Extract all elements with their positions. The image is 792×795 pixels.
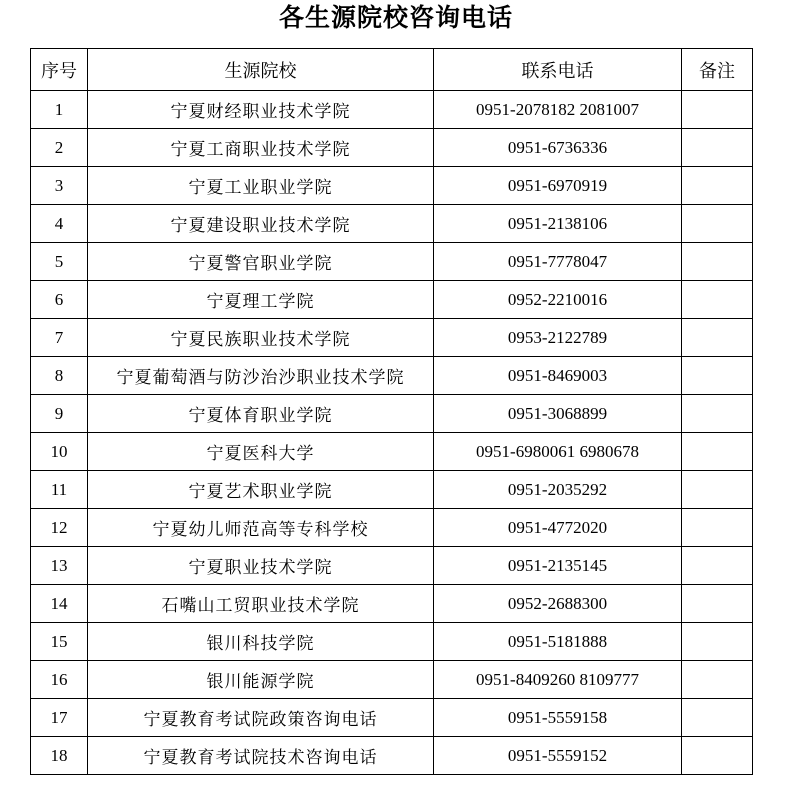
row-school-cell: 宁夏医科大学	[88, 433, 434, 471]
row-note-cell	[682, 661, 753, 699]
row-note-cell	[682, 433, 753, 471]
row-note-cell	[682, 547, 753, 585]
row-phone-cell: 0951-8409260 8109777	[434, 661, 682, 699]
row-index-cell: 14	[31, 585, 88, 623]
page-title: 各生源院校咨询电话	[278, 3, 513, 32]
table-row	[31, 357, 753, 395]
row-school-cell: 银川能源学院	[88, 661, 434, 699]
row-phone-cell: 0951-2078182 2081007	[434, 91, 682, 129]
row-note-cell	[682, 395, 753, 433]
row-school-cell: 宁夏理工学院	[88, 281, 434, 319]
row-note-cell	[682, 243, 753, 281]
header-note: 备注	[682, 49, 753, 91]
row-school-cell: 石嘴山工贸职业技术学院	[88, 585, 434, 623]
table-row	[31, 585, 753, 623]
row-index-cell: 1	[31, 91, 88, 129]
row-index-cell: 7	[31, 319, 88, 357]
row-index-cell: 9	[31, 395, 88, 433]
row-school-cell: 银川科技学院	[88, 623, 434, 661]
table-row	[31, 623, 753, 661]
row-phone-cell: 0951-5181888	[434, 623, 682, 661]
header-school: 生源院校	[88, 49, 434, 91]
row-note-cell	[682, 699, 753, 737]
row-phone-cell: 0951-5559152	[434, 737, 682, 775]
row-note-cell	[682, 509, 753, 547]
row-phone-cell: 0952-2210016	[434, 281, 682, 319]
table-body	[31, 91, 753, 775]
row-phone-cell: 0951-7778047	[434, 243, 682, 281]
table-row	[31, 395, 753, 433]
row-phone-cell: 0951-3068899	[434, 395, 682, 433]
table-row	[31, 661, 753, 699]
row-index-cell: 16	[31, 661, 88, 699]
row-school-cell: 宁夏幼儿师范高等专科学校	[88, 509, 434, 547]
table-row	[31, 547, 753, 585]
row-school-cell: 宁夏体育职业学院	[88, 395, 434, 433]
row-note-cell	[682, 357, 753, 395]
row-index-cell: 12	[31, 509, 88, 547]
row-index-cell: 6	[31, 281, 88, 319]
table-row	[31, 167, 753, 205]
row-phone-cell: 0952-2688300	[434, 585, 682, 623]
row-phone-cell: 0953-2122789	[434, 319, 682, 357]
header-index: 序号	[31, 49, 88, 91]
row-phone-cell: 0951-8469003	[434, 357, 682, 395]
row-index-cell: 11	[31, 471, 88, 509]
row-school-cell: 宁夏警官职业学院	[88, 243, 434, 281]
table-row	[31, 129, 753, 167]
table-header-row	[31, 49, 753, 91]
row-school-cell: 宁夏民族职业技术学院	[88, 319, 434, 357]
row-index-cell: 4	[31, 205, 88, 243]
header-phone: 联系电话	[434, 49, 682, 91]
row-note-cell	[682, 281, 753, 319]
row-school-cell: 宁夏职业技术学院	[88, 547, 434, 585]
table-row	[31, 243, 753, 281]
row-school-cell: 宁夏葡萄酒与防沙治沙职业技术学院	[88, 357, 434, 395]
row-index-cell: 3	[31, 167, 88, 205]
row-phone-cell: 0951-2135145	[434, 547, 682, 585]
table-row	[31, 91, 753, 129]
row-phone-cell: 0951-6970919	[434, 167, 682, 205]
row-index-cell: 15	[31, 623, 88, 661]
row-school-cell: 宁夏艺术职业学院	[88, 471, 434, 509]
row-index-cell: 8	[31, 357, 88, 395]
row-note-cell	[682, 205, 753, 243]
row-index-cell: 2	[31, 129, 88, 167]
table-row	[31, 509, 753, 547]
table-row	[31, 205, 753, 243]
row-phone-cell: 0951-2035292	[434, 471, 682, 509]
row-phone-cell: 0951-6736336	[434, 129, 682, 167]
row-note-cell	[682, 129, 753, 167]
row-note-cell	[682, 471, 753, 509]
table-row	[31, 699, 753, 737]
row-phone-cell: 0951-4772020	[434, 509, 682, 547]
row-index-cell: 13	[31, 547, 88, 585]
row-school-cell: 宁夏财经职业技术学院	[88, 91, 434, 129]
table-row	[31, 433, 753, 471]
row-school-cell: 宁夏工商职业技术学院	[88, 129, 434, 167]
row-school-cell: 宁夏工业职业学院	[88, 167, 434, 205]
table-row	[31, 737, 753, 775]
row-phone-cell: 0951-5559158	[434, 699, 682, 737]
row-school-cell: 宁夏教育考试院政策咨询电话	[88, 699, 434, 737]
row-note-cell	[682, 167, 753, 205]
row-school-cell: 宁夏建设职业技术学院	[88, 205, 434, 243]
table-row	[31, 319, 753, 357]
row-index-cell: 17	[31, 699, 88, 737]
row-note-cell	[682, 737, 753, 775]
contact-table	[30, 48, 753, 775]
row-note-cell	[682, 91, 753, 129]
table-row	[31, 471, 753, 509]
row-index-cell: 10	[31, 433, 88, 471]
row-index-cell: 5	[31, 243, 88, 281]
row-phone-cell: 0951-2138106	[434, 205, 682, 243]
row-school-cell: 宁夏教育考试院技术咨询电话	[88, 737, 434, 775]
row-note-cell	[682, 623, 753, 661]
row-phone-cell: 0951-6980061 6980678	[434, 433, 682, 471]
row-index-cell: 18	[31, 737, 88, 775]
row-note-cell	[682, 319, 753, 357]
row-note-cell	[682, 585, 753, 623]
table-row	[31, 281, 753, 319]
